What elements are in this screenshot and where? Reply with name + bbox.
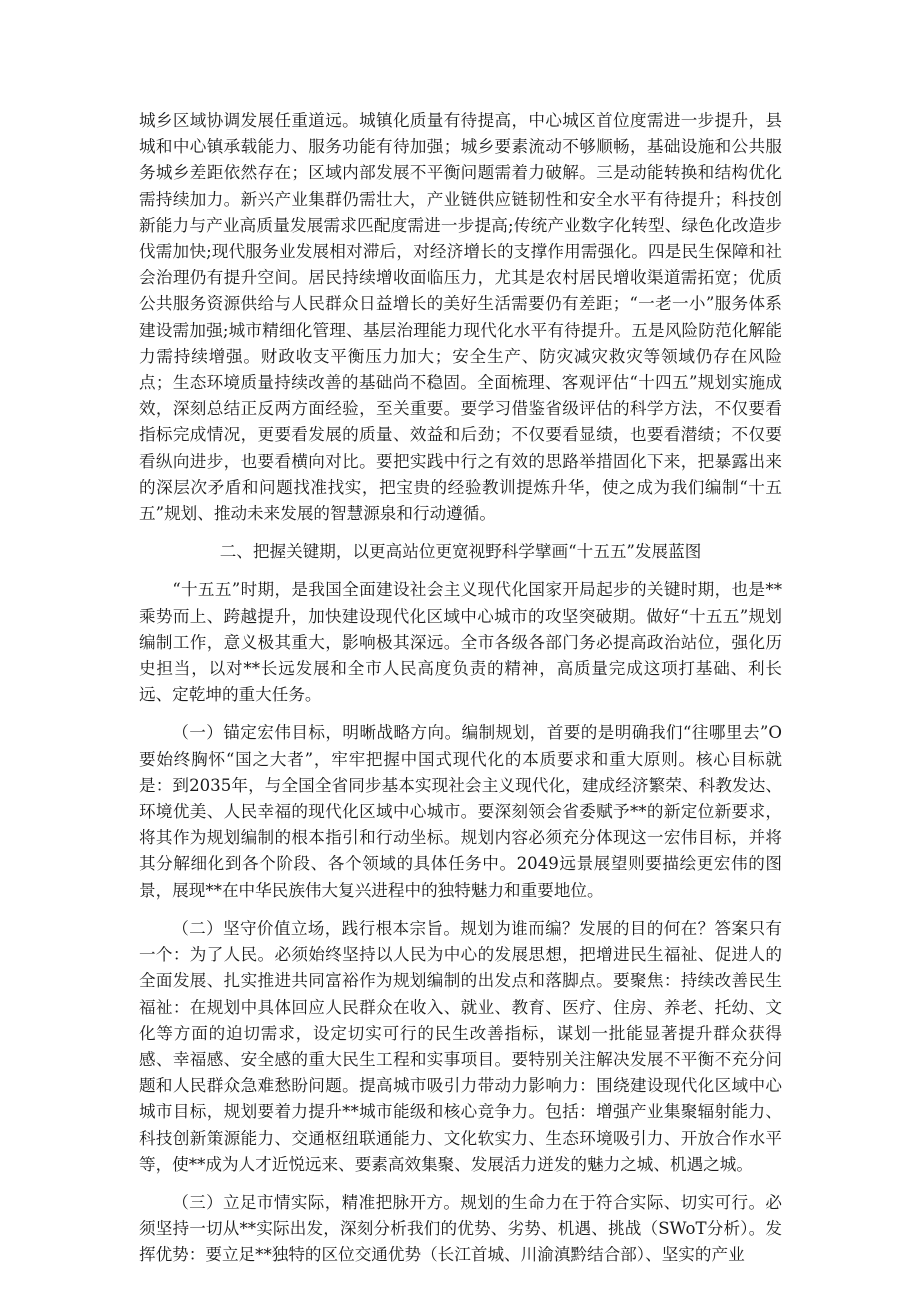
paragraph-goal: （一）锚定宏伟目标，明晰战略方向。编制规划，首要的是明确我们“往哪里去”O要始终胸怀“国之大者”，牢牢把握中国式现代化的本质要求和重大原则。核心目标就是：到2035年，与全国全省同步基本实现社会主义现代化，建成经济繁荣、科教发达、环境优美、人民幸福的现代化区域中心城市。要深刻领会省委赋予**的新定位新要求，将其作为规划编制的根本指引和行动坐标。规划内容必须充分体现这一宏伟目标，并将其分解细化到各个阶段、各个领域的具体任务中。2049远景展望则要描绘更宏伟的图景，展现**在中华民族伟大复兴进程中的独特魅力和重要地位。 bbox=[139, 723, 782, 900]
paragraph-continuation: 城乡区域协调发展任重道远。城镇化质量有待提高，中心城区首位度需进一步提升，县城和中心镇承载能力、服务功能有待加强；城乡要素流动不够顺畅，基础设施和公共服务城乡差距依然存在；区域内部发展不平衡问题需着力破解。三是动能转换和结构优化需持续加力。新兴产业集群仍需壮大，产业链供应链韧性和安全水平有待提升；科技创新能力与产业高质量发展需求匹配度需进一步提高;传统产业数字化转型、绿色化改造步伐需加快;现代服务业发展相对滞后，对经济增长的支撑作用需强化。四是民生保障和社会治理仍有提升空间。居民持续增收面临压力，尤其是农村居民增收渠道需拓宽；优质公共服务资源供给与人民群众日益增长的美好生活需要仍有差距；“一老一小”服务体系建设需加强;城市精细化管理、基层治理能力现代化水平有待提升。五是风险防范化解能力需持续增强。财政收支平衡压力加大；安全生产、防灾减灾救灾等领域仍存在风险点；生态环境质量持续改善的基础尚不稳固。全面梳理、客观评估“十四五”规划实施成效，深刻总结正反两方面经验，至关重要。要学习借鉴省级评估的科学方法，不仅要看指标完成情况，更要看发展的质量、效益和后劲；不仅要看显绩，也要看潜绩；不仅要看纵向进步，也要看横向对比。要把实践中行之有效的思路举措固化下来，把暴露出来的深层次矛盾和问题找准找实，把宝贵的经验教训提炼升华，使之成为我们编制“十五五”规划、推动未来发展的智慧源泉和行动遵循。 bbox=[139, 111, 782, 524]
paragraph-intro: “十五五”时期，是我国全面建设社会主义现代化国家开局起步的关键时期，也是**乘势而上、跨越提升，加快建设现代化区域中心城市的攻坚突破期。做好“十五五”规划编制工作，意义极其重大，影响极其深远。全市各级各部门务必提高政治站位，强化历史担当，以对**长远发展和全市人民高度负责的精神，高质量完成这项打基础、利长远、定乾坤的重大任务。 bbox=[139, 580, 782, 705]
section-heading: 二、把握关键期，以更高站位更宽视野科学擘画“十五五”发展蓝图 bbox=[219, 542, 702, 562]
document-body bbox=[139, 108, 782, 1281]
paragraph-reality: （三）立足市情实际，精准把脉开方。规划的生命力在于符合实际、切实可行。必须坚持一切从**实际出发，深刻分析我们的优势、劣势、机遇、挑战（SWoT分析）。发挥优势：要立足**独特的区位交通优势（长江首城、川渝滇黔结合部）、坚实的产业 bbox=[139, 1192, 782, 1265]
paragraph-value: （二）坚守价值立场，践行根本宗旨。规划为谁而编？发展的目的何在？答案只有一个：为了人民。必须始终坚持以人民为中心的发展思想，把增进民生福祉、促进人的全面发展、扎实推进共同富裕作为规划编制的出发点和落脚点。要聚焦：持续改善民生福祉：在规划中具体回应人民群众在收入、就业、教育、医疗、住房、养老、托幼、文化等方面的迫切需求，设定切实可行的民生改善指标，谋划一批能显著提升群众获得感、幸福感、安全感的重大民生工程和实事项目。要特别关注解决发展不平衡不充分问题和人民群众急难愁盼问题。提高城市吸引力带动力影响力：围绕建设现代化区域中心城市目标，规划要着力提升**城市能级和核心竞争力。包括：增强产业集聚辐射能力、科技创新策源能力、交通枢纽联通能力、文化软实力、生态环境吸引力、开放合作水平等，使**成为人才近悦远来、要素高效集聚、发展活力迸发的魅力之城、机遇之城。 bbox=[139, 918, 782, 1174]
